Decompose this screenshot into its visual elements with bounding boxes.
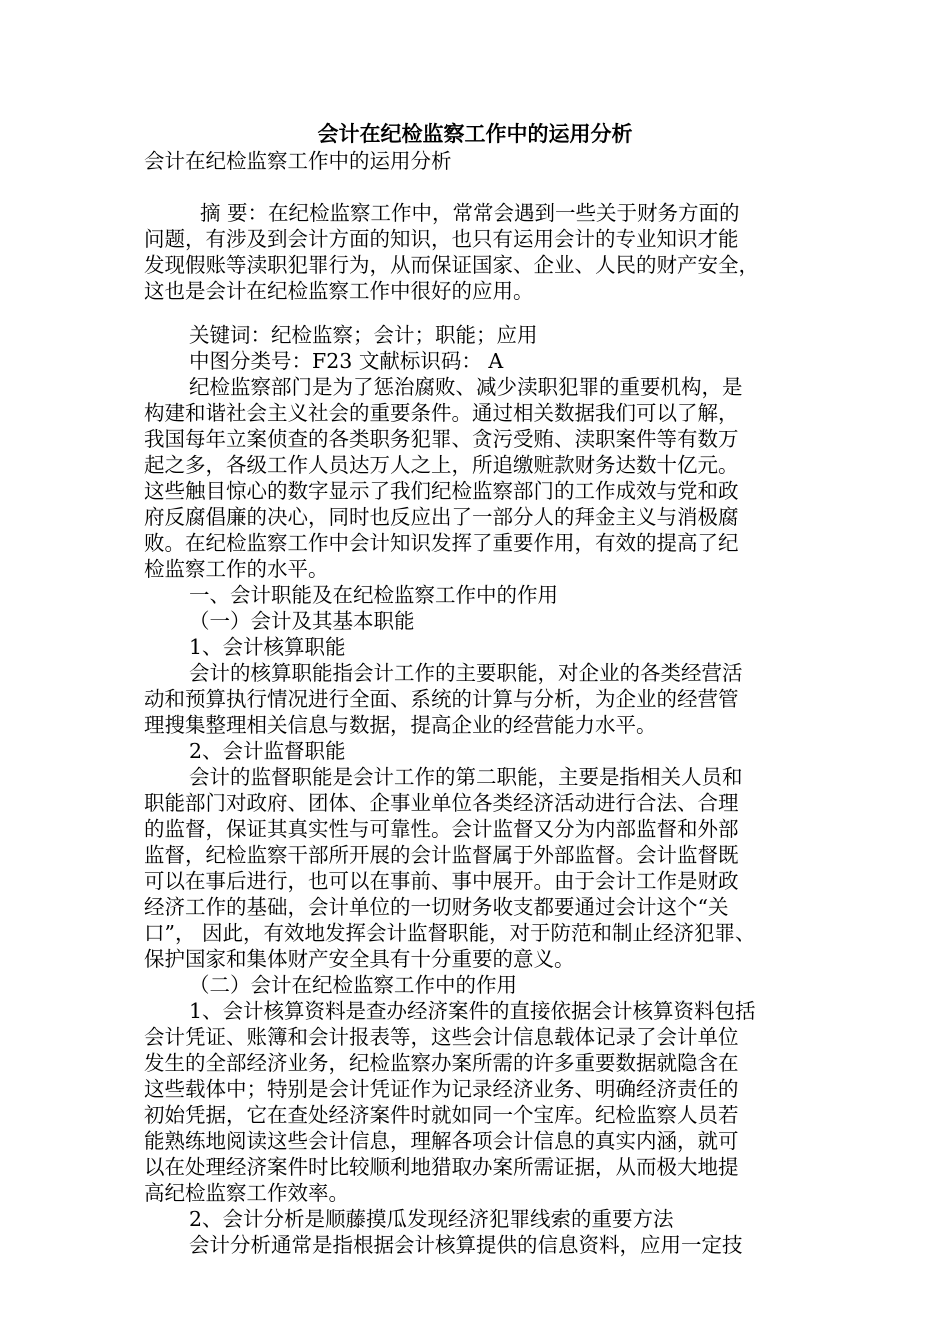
body-line: 这些触目惊心的数字显示了我们纪检监察部门的工作成效与党和政 xyxy=(144,479,739,503)
body-line: 会计分析通常是指根据会计核算提供的信息资料，应用一定技 xyxy=(189,1233,743,1257)
body-line: 理搜集整理相关信息与数据，提高企业的经营能力水平。 xyxy=(144,713,657,737)
body-line: 发生的全部经济业务，纪检监察办案所需的许多重要数据就隐含在 xyxy=(144,1051,739,1075)
body-line: 以在处理经济案件时比较顺利地猎取办案所需证据，从而极大地提 xyxy=(144,1155,739,1179)
body-line: 我国每年立案侦查的各类职务犯罪、贪污受贿、渎职案件等有数万 xyxy=(144,427,739,451)
classification-line: 中图分类号：F23 文献标识码： A xyxy=(189,349,504,373)
item-heading: 2、会计监督职能 xyxy=(189,739,346,763)
item-heading: 2、会计分析是顺藤摸瓜发现经济犯罪线索的重要方法 xyxy=(189,1207,674,1231)
body-line: 会计的监督职能是会计工作的第二职能，主要是指相关人员和 xyxy=(189,765,743,789)
body-line: 会计凭证、账簿和会计报表等，这些会计信息载体记录了会计单位 xyxy=(144,1025,739,1049)
subsection-heading: （一）会计及其基本职能 xyxy=(189,609,415,633)
abstract-line: 这也是会计在纪检监察工作中很好的应用。 xyxy=(144,279,534,303)
body-line: 1、会计核算资料是查办经济案件的直接依据会计核算资料包括 xyxy=(189,999,756,1023)
body-line: 起之多，各级工作人员达万人之上，所追缴赃款财务达数十亿元。 xyxy=(144,453,739,477)
body-line: 动和预算执行情况进行全面、系统的计算与分析，为企业的经营管 xyxy=(144,687,739,711)
abstract-line: 摘 要：在纪检监察工作中，常常会遇到一些关于财务方面的 xyxy=(200,201,740,225)
body-line: 职能部门对政府、团体、企事业单位各类经济活动进行合法、合理 xyxy=(144,791,739,815)
keywords-line: 关键词：纪检监察；会计；职能；应用 xyxy=(189,323,538,347)
body-line: 检监察工作的水平。 xyxy=(144,557,329,581)
body-line: 保护国家和集体财产安全具有十分重要的意义。 xyxy=(144,947,575,971)
body-line: 的监督，保证其真实性与可靠性。会计监督又分为内部监督和外部 xyxy=(144,817,739,841)
body-line: 府反腐倡廉的决心，同时也反应出了一部分人的拜金主义与消极腐 xyxy=(144,505,739,529)
section-heading: 一、会计职能及在纪检监察工作中的作用 xyxy=(189,583,558,607)
body-line: 构建和谐社会主义社会的重要条件。通过相关数据我们可以了解， xyxy=(144,401,739,425)
document-title: 会计在纪检监察工作中的运用分析 xyxy=(317,122,633,146)
item-heading: 1、会计核算职能 xyxy=(189,635,346,659)
body-line: 能熟练地阅读这些会计信息，理解各项会计信息的真实内涵，就可 xyxy=(144,1129,739,1153)
body-line: 高纪检监察工作效率。 xyxy=(144,1181,349,1205)
body-line: 监督，纪检监察干部所开展的会计监督属于外部监督。会计监督既 xyxy=(144,843,739,867)
document-subtitle: 会计在纪检监察工作中的运用分析 xyxy=(144,149,452,173)
abstract-line: 问题，有涉及到会计方面的知识，也只有运用会计的专业知识才能 xyxy=(144,227,739,251)
body-line: 这些载体中；特别是会计凭证作为记录经济业务、明确经济责任的 xyxy=(144,1077,739,1101)
body-line: 口”， 因此，有效地发挥会计监督职能，对于防范和制止经济犯罪、 xyxy=(144,921,756,945)
body-line: 纪检监察部门是为了惩治腐败、减少渎职犯罪的重要机构，是 xyxy=(189,375,743,399)
subsection-heading: （二）会计在纪检监察工作中的作用 xyxy=(189,973,517,997)
body-line: 可以在事后进行，也可以在事前、事中展开。由于会计工作是财政 xyxy=(144,869,739,893)
body-line: 会计的核算职能指会计工作的主要职能，对企业的各类经营活 xyxy=(189,661,743,685)
body-line: 败。在纪检监察工作中会计知识发挥了重要作用，有效的提高了纪 xyxy=(144,531,739,555)
body-line: 经济工作的基础，会计单位的一切财务收支都要通过会计这个“关 xyxy=(144,895,729,919)
body-line: 初始凭据，它在查处经济案件时就如同一个宝库。纪检监察人员若 xyxy=(144,1103,739,1127)
abstract-line: 发现假账等渎职犯罪行为，从而保证国家、企业、人民的财产安全， xyxy=(144,253,759,277)
